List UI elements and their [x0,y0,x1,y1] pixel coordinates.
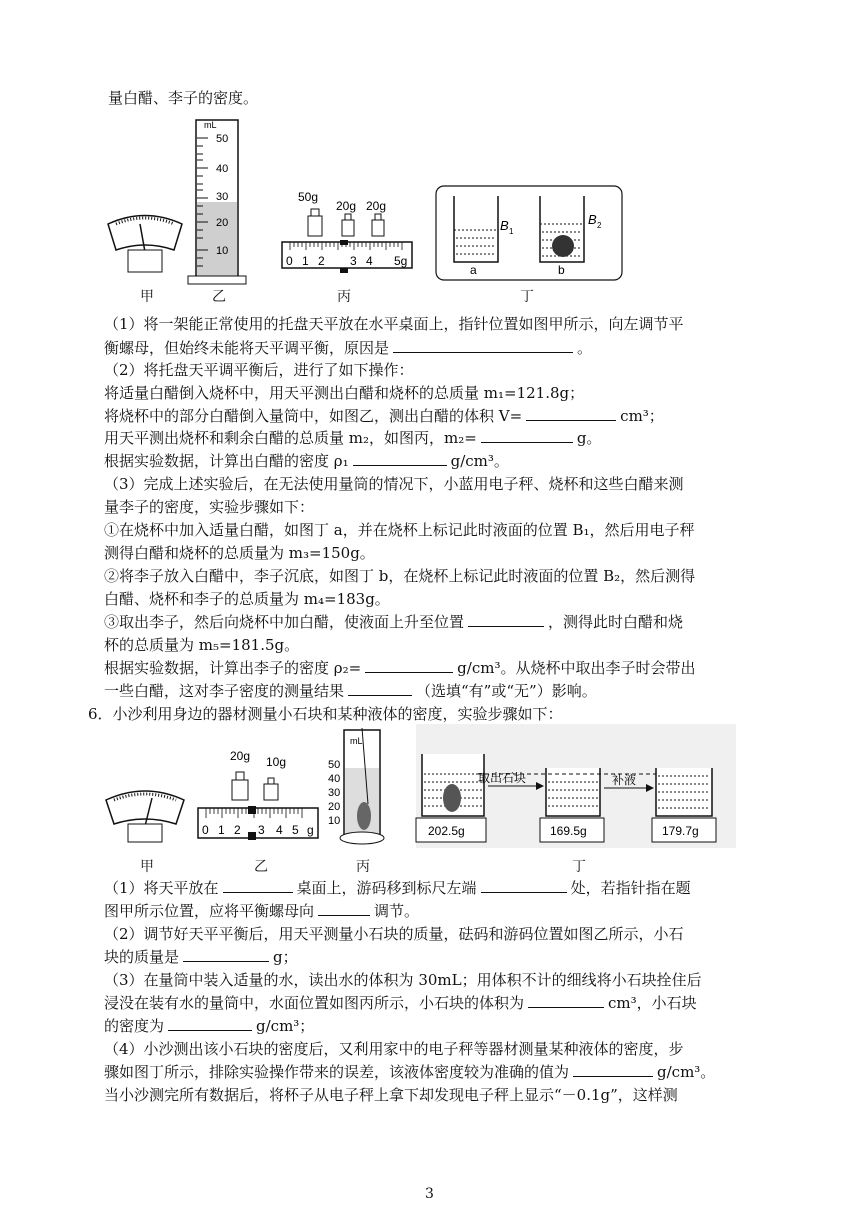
cylinder-tick-10: 10 [216,245,229,257]
q5-s3a: ③取出李子，然后向烧杯中加白醋，使液面上升至位置 ，测得此时白醋和烧 [104,613,684,631]
answer-blank[interactable] [481,878,567,893]
q6-p1a: （1）将天平放在 桌面上，游码移到标尺左端 处，若指针指在题 [104,879,691,897]
figure-q5 [100,112,720,312]
svg-text:4: 4 [366,254,373,268]
graduated-cylinder-2 [328,728,384,844]
caption-q6-jia: 甲 [140,859,154,875]
answer-blank[interactable] [526,406,616,421]
q6-title: 6．小沙利用身边的器材测量小石块和某种液体的密度，实验步骤如下： [88,705,563,723]
svg-text:b: b [558,263,565,277]
svg-text:1: 1 [218,823,225,837]
q6-p2b: 块的质量是 g； [104,948,298,966]
caption-q6-yi: 乙 [254,859,268,875]
arrow-label-refill: 补液 [612,773,637,787]
beakers-on-scales [416,724,736,848]
q5-p3b: 量李子的密度，实验步骤如下： [104,498,315,516]
svg-text:20g: 20g [230,749,251,763]
caption-bing: 丙 [337,289,351,305]
svg-text:5g: 5g [394,254,408,268]
q5-s2a: ②将李子放入白醋中，李子沉底，如图丁 b，在烧杯上标记此时液面的位置 B₂，然后测得 [104,567,696,585]
answer-blank[interactable] [481,428,573,443]
svg-text:B: B [500,218,509,233]
svg-text:3: 3 [258,823,265,837]
q5-s1a: ①在烧杯中加入适量白醋，如图丁 a，并在烧杯上标记此时液面的位置 B₁，然后用电子秤 [104,521,695,539]
caption-yi: 乙 [212,289,226,305]
q6-p4c: 当小沙测完所有数据后，将杯子从电子秤上拿下却发现电子秤上显示“－0.1g”，这样测 [104,1086,678,1104]
answer-blank[interactable] [318,901,370,916]
q5-r1: 根据实验数据，计算出李子的密度 ρ₂= g/cm³。从烧杯中取出李子时会带出 [104,659,696,677]
cylinder-tick-30: 30 [216,191,229,203]
svg-text:a: a [470,263,477,277]
caption-q6-bing: 丙 [356,859,370,875]
svg-text:3: 3 [350,254,357,268]
page-number: 3 [425,1186,434,1202]
answer-blank[interactable] [353,451,447,466]
caption-ding: 丁 [520,289,534,305]
q5-p2: （2）将托盘天平调平衡后，进行了如下操作： [104,361,414,379]
answer-blank[interactable] [348,681,412,696]
q5-s1b: 测得白醋和烧杯的总质量为 m₃=150g。 [104,544,375,562]
svg-text:2: 2 [597,221,602,230]
weights-and-scale [282,190,412,273]
q6-p4a: （4）小沙测出该小石块的密度后，又利用家中的电子秤等器材测量某种液体的密度，步 [104,1040,684,1058]
beakers-ab [436,186,622,280]
svg-text:169.5g: 169.5g [550,824,587,838]
svg-text:40: 40 [328,773,341,785]
q6-p3b: 浸没在装有水的量筒中，水面位置如图丙所示，小石块的体积为 cm³，小石块 [104,994,697,1012]
svg-text:0: 0 [202,823,209,837]
svg-text:mL: mL [350,736,363,746]
q5-p3a: （3）完成上述实验后，在无法使用量筒的情况下，小蓝用电子秤、烧杯和这些白醋来测 [104,475,684,493]
weight-label-20g-b: 20g [366,199,387,213]
svg-text:202.5g: 202.5g [428,824,465,838]
q5-p2-l4: 根据实验数据，计算出白醋的密度 ρ₁ g/cm³。 [104,452,509,470]
svg-text:20: 20 [328,801,341,813]
weight-label-20g-a: 20g [336,199,357,213]
q6-p3a: （3）在量筒中装入适量的水，读出水的体积为 30mL；用体积不计的细线将小石块拴住后 [104,971,702,989]
q5-p2-l1: 将适量白醋倒入烧杯中，用天平测出白醋和烧杯的总质量 m₁=121.8g； [104,384,585,402]
svg-text:10g: 10g [266,755,287,769]
q5-s2b: 白醋、烧杯和李子的总质量为 m₄=183g。 [104,590,390,608]
answer-blank[interactable] [528,993,604,1008]
q5-p1a: （1）将一架能正常使用的托盘天平放在水平桌面上，指针位置如图甲所示，向左调节平 [104,315,684,333]
arrow-label-take-out: 取出石块 [478,771,527,785]
q5-r2: 一些白醋，这对李子密度的测量结果 （选填“有”或“无”）影响。 [104,682,597,700]
intro-tail: 量白醋、李子的密度。 [108,89,259,107]
answer-blank[interactable] [168,1016,252,1031]
cylinder-unit: mL [204,120,217,130]
svg-text:50: 50 [328,759,341,771]
q5-s3b: 杯的总质量为 m₅=181.5g。 [104,636,300,654]
svg-text:0: 0 [286,254,293,268]
caption-q6-ding: 丁 [572,859,586,875]
weights-and-scale-2 [198,749,318,840]
answer-blank[interactable] [468,612,544,627]
svg-text:g: g [307,823,314,837]
cylinder-tick-40: 40 [216,163,229,175]
q5-p1b: 衡螺母，但始终未能将天平调平衡，原因是 。 [104,339,593,357]
q6-p4b: 骤如图丁所示，排除实验操作带来的误差，该液体密度较为准确的值为 g/cm³。 [104,1063,716,1081]
svg-text:B: B [588,212,597,227]
svg-text:30: 30 [328,787,341,799]
answer-blank[interactable] [365,658,453,673]
answer-blank[interactable] [183,947,269,962]
svg-text:4: 4 [276,823,283,837]
q6-p1b: 图甲所示位置，应将平衡螺母向 调节。 [104,902,420,920]
caption-jia: 甲 [140,289,154,305]
svg-text:179.7g: 179.7g [662,824,699,838]
answer-blank[interactable] [393,338,573,353]
q6-p2a: （2）调节好天平平衡后，用天平测量小石块的质量，砝码和游码位置如图乙所示，小石 [104,925,684,943]
svg-text:10: 10 [328,815,341,827]
answer-blank[interactable] [573,1062,653,1077]
figure-q6 [100,724,740,874]
balance-pointer-dial-2 [106,791,184,842]
svg-text:2: 2 [318,254,325,268]
graduated-cylinder [188,120,246,284]
answer-blank[interactable] [223,878,293,893]
cylinder-tick-20: 20 [216,217,229,229]
svg-text:2: 2 [234,823,241,837]
q5-p2-l2: 将烧杯中的部分白醋倒入量筒中，如图乙，测出白醋的体积 V= cm³； [104,407,664,425]
q6-p3c: 的密度为 g/cm³； [104,1017,315,1035]
svg-text:1: 1 [302,254,309,268]
svg-text:1: 1 [509,227,514,236]
balance-pointer-dial [108,216,182,273]
q5-p2-l3: 用天平测出烧杯和剩余白醋的总质量 m₂，如图丙，m₂= g。 [104,429,602,447]
weight-label-50g: 50g [298,190,319,204]
cylinder-tick-50: 50 [216,133,229,145]
svg-text:5: 5 [292,823,299,837]
